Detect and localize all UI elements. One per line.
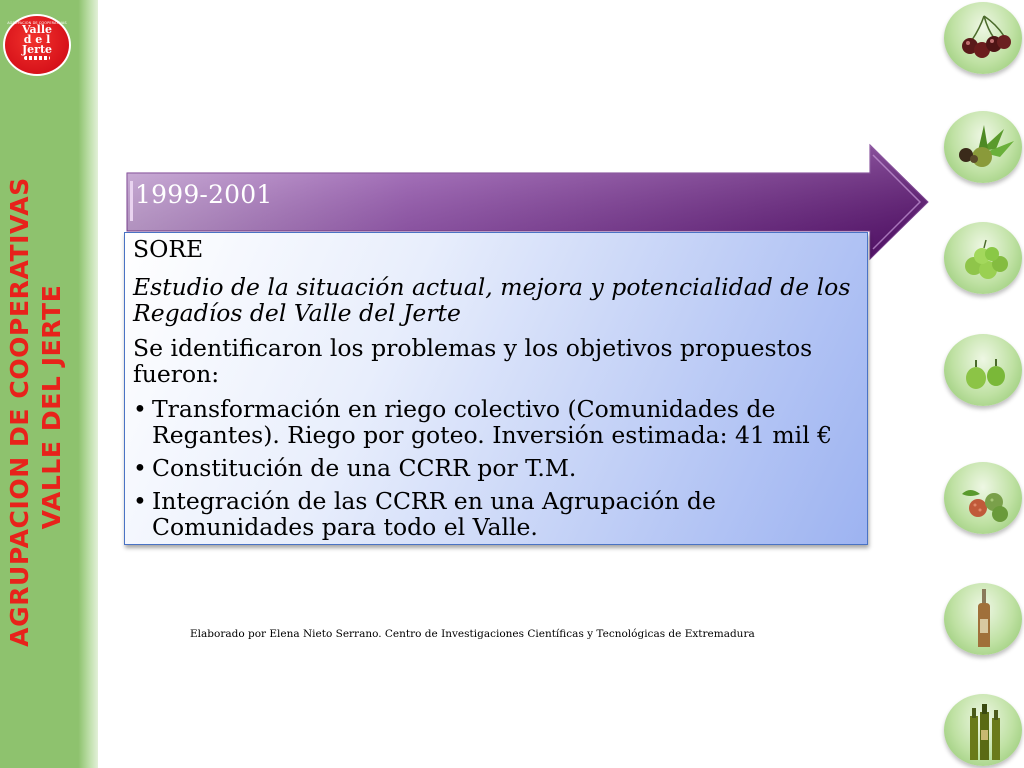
footer-credit: Elaborado por Elena Nieto Serrano. Centro de Investigaciones Científicas y Tecnológicas de Extremadura [190, 628, 755, 640]
sidebar-title-line2: VALLE DEL JERTE [37, 284, 66, 530]
oil-bottles-icon [944, 694, 1022, 766]
raspberries-icon [944, 462, 1022, 534]
content-text [133, 236, 873, 547]
objective-item: • Transformación en riego colectivo (Comunidades de Regantes). Riego por goteo. Inversión estimada: 41 mil € [133, 396, 873, 448]
plums-icon [944, 222, 1022, 294]
project-acronym: SORE [133, 235, 204, 263]
valle-del-jerte-logo [3, 14, 71, 76]
study-title: Estudio de la situación actual, mejora y potencialidad de los Regadíos del Valle del Jerte [133, 273, 851, 327]
logo-main-text: Valle d e l Jerte [21, 23, 53, 56]
chestnuts-icon [944, 111, 1022, 183]
logo-top-text: AGRUPACION DE COOPERATIVAS [7, 21, 67, 25]
sidebar-title-line1: AGRUPACION DE COOPERATIVAS [5, 177, 34, 647]
objective-item: • Integración de las CCRR en una Agrupación de Comunidades para todo el Valle. [133, 488, 873, 540]
vertical-sidebar-title [4, 112, 84, 712]
liquor-bottle-icon [944, 583, 1022, 655]
objective-item: • Constitución de una CCRR por T.M. [133, 455, 873, 481]
cherries-icon [944, 2, 1022, 74]
intro-text: Se identificaron los problemas y los objetivos propuestos fueron: [133, 334, 813, 388]
objectives-list [133, 396, 873, 540]
period-label: 1999-2001 [135, 180, 273, 209]
header-accent-bar [130, 181, 133, 221]
figs-icon [944, 334, 1022, 406]
logo-wave-decoration [24, 56, 50, 60]
